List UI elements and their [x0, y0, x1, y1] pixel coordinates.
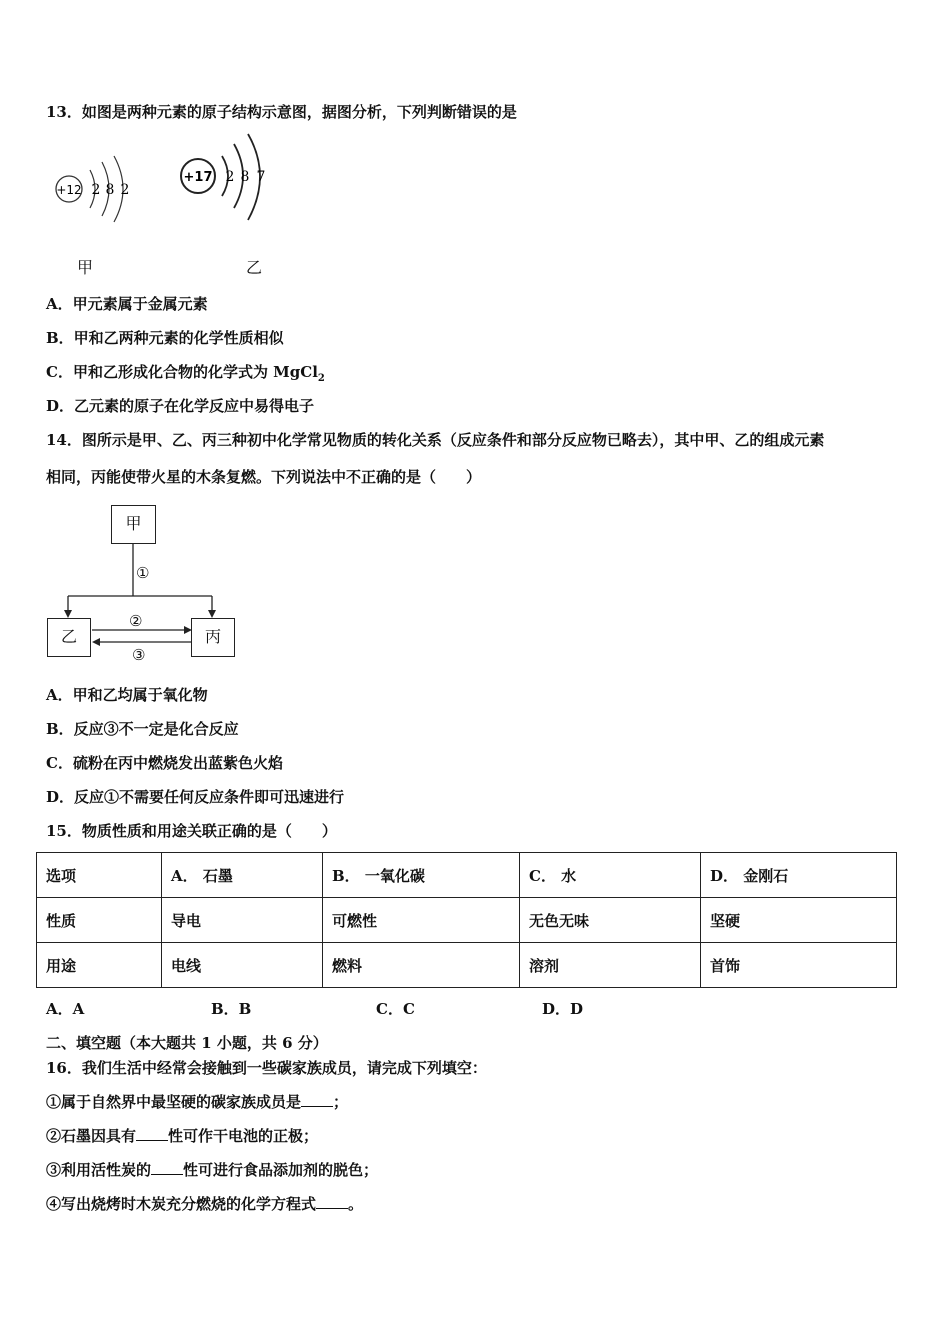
table-cell: C． 水	[520, 853, 701, 898]
table-row	[37, 943, 897, 988]
q13-option-b: B．甲和乙两种元素的化学性质相似	[46, 329, 284, 347]
q13-option-c-subscript: 2	[317, 373, 325, 384]
table-cell: 溶剂	[520, 943, 701, 988]
answer-blank[interactable]	[136, 1126, 168, 1141]
q14-stem-line1: 14．图所示是甲、乙、丙三种初中化学常见物质的转化关系（反应条件和部分反应物已略去），其中甲、乙的组成元素	[46, 431, 825, 449]
table-cell: 性质	[37, 898, 162, 943]
q14-option-c: C．硫粉在丙中燃烧发出蓝紫色火焰	[46, 754, 283, 772]
table-cell: A． 石墨	[162, 853, 323, 898]
atom-jia-e2: 8	[105, 182, 115, 198]
q13-option-a: A．甲元素属于金属元素	[46, 295, 208, 313]
table-cell: 电线	[162, 943, 323, 988]
q13-option-d: D．乙元素的原子在化学反应中易得电子	[46, 397, 315, 415]
table-cell: 用途	[37, 943, 162, 988]
q16-item-1	[46, 1092, 348, 1112]
q13-option-c	[46, 362, 325, 389]
q16-item-4-after: 。	[348, 1195, 364, 1213]
q13-stem: 13．如图是两种元素的原子结构示意图，据图分析，下列判断错误的是	[46, 103, 517, 121]
atom-yi-label: 乙	[246, 258, 263, 277]
section-2-title: 二、填空题（本大题共 1 小题，共 6 分）	[46, 1034, 328, 1052]
q13-option-c-text: C．甲和乙形成化合物的化学式为 MgCl	[46, 363, 318, 381]
q15-option-c: C．C	[376, 1000, 415, 1018]
q16-item-2	[46, 1126, 318, 1146]
q15-option-d: D．D	[542, 1000, 584, 1018]
atom-jia-nucleus-label: +12	[56, 183, 82, 197]
atom-yi-diagram	[176, 128, 276, 228]
q16-item-3	[46, 1160, 378, 1180]
table-cell: 可燃性	[323, 898, 520, 943]
table-cell: 坚硬	[701, 898, 897, 943]
node-yi: 乙	[47, 618, 91, 657]
atom-jia-label: 甲	[77, 258, 94, 277]
atom-yi-e3: 7	[256, 169, 266, 185]
node-bing: 丙	[191, 618, 235, 657]
q16-item-1-before: ①属于自然界中最坚硬的碳家族成员是	[46, 1093, 302, 1111]
q14-option-b: B．反应③不一定是化合反应	[46, 720, 239, 738]
table-cell: B． 一氧化碳	[323, 853, 520, 898]
table-cell: 首饰	[701, 943, 897, 988]
q16-item-4	[46, 1194, 363, 1214]
atom-yi-e2: 8	[240, 169, 250, 185]
table-cell: 燃料	[323, 943, 520, 988]
table-cell: 无色无味	[520, 898, 701, 943]
q14-option-a: A．甲和乙均属于氧化物	[46, 686, 208, 704]
q15-stem: 15．物质性质和用途关联正确的是（ ）	[46, 822, 337, 840]
answer-blank[interactable]	[301, 1092, 333, 1107]
atom-jia-diagram	[52, 148, 142, 228]
q16-item-4-before: ④写出烧烤时木炭充分燃烧的化学方程式	[46, 1195, 317, 1213]
q15-property-table	[36, 852, 897, 988]
q16-item-2-after: 性可作干电池的正极；	[168, 1127, 319, 1145]
reaction-2-label: ②	[129, 612, 143, 630]
answer-blank[interactable]	[151, 1160, 183, 1175]
answer-blank[interactable]	[316, 1194, 348, 1209]
table-cell: 导电	[162, 898, 323, 943]
atom-yi-nucleus-label: +17	[183, 170, 213, 185]
table-cell: 选项	[37, 853, 162, 898]
q15-option-a: A．A	[46, 1000, 85, 1018]
reaction-3-label: ③	[132, 646, 146, 664]
q16-item-1-after: ；	[333, 1093, 349, 1111]
q16-item-3-after: 性可进行食品添加剂的脱色；	[183, 1161, 379, 1179]
atom-yi-e1: 2	[225, 169, 235, 185]
atom-jia-e3: 2	[120, 182, 130, 198]
reaction-1-label: ①	[136, 564, 150, 582]
q15-option-b: B．B	[211, 1000, 252, 1018]
q16-item-3-before: ③利用活性炭的	[46, 1161, 152, 1179]
q14-option-d: D．反应①不需要任何反应条件即可迅速进行	[46, 788, 345, 806]
table-row	[37, 853, 897, 898]
node-jia: 甲	[111, 505, 156, 544]
table-row	[37, 898, 897, 943]
q16-stem: 16．我们生活中经常会接触到一些碳家族成员，请完成下列填空：	[46, 1059, 487, 1077]
q14-stem-line2: 相同，丙能使带火星的木条复燃。下列说法中不正确的是（ ）	[46, 468, 482, 486]
atom-jia-e1: 2	[91, 182, 101, 198]
q16-item-2-before: ②石墨因具有	[46, 1127, 137, 1145]
table-cell: D． 金刚石	[701, 853, 897, 898]
